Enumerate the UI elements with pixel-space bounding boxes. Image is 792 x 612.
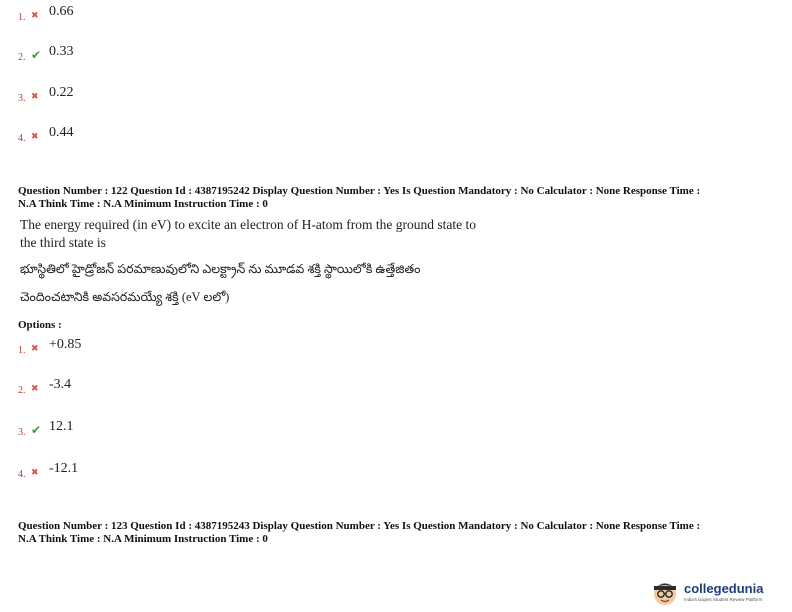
- option-value: +0.85: [49, 337, 82, 352]
- option-number: 4.: [18, 469, 26, 480]
- option-number: 1.: [18, 12, 26, 23]
- logo-tagline: India's largest Student Review Platform: [684, 597, 763, 602]
- check-mark-icon: ✔: [31, 48, 42, 62]
- question-meta-line: N.A Think Time : N.A Minimum Instruction Time : 0: [18, 533, 268, 545]
- option-number: 2.: [18, 385, 26, 396]
- option-value: 0.66: [49, 4, 74, 19]
- wrong-mark-icon: ✖: [31, 383, 39, 393]
- question-text-telugu: భూస్థితిలో హైడ్రోజన్ పరమాణువులోని ఎలక్ట్రాన్ ను మూడవ శక్తి స్థాయిలోకి ఉత్తేజితం: [20, 262, 421, 276]
- option-number: 1.: [18, 345, 26, 356]
- option-number: 4.: [18, 133, 26, 144]
- option-value: -12.1: [49, 461, 79, 476]
- question-meta-line: Question Number : 122 Question Id : 4387195242 Display Question Number : Yes Is Question Mandatory : No Calculator : None Response Time :: [18, 185, 701, 197]
- collegedunia-logo: [652, 578, 790, 608]
- question-meta-line: Question Number : 123 Question Id : 4387195243 Display Question Number : Yes Is Question Mandatory : No Calculator : None Response Time :: [18, 520, 701, 532]
- question-meta: [18, 520, 778, 546]
- mascot-face-icon: [652, 580, 678, 606]
- option-number: 3.: [18, 427, 26, 438]
- question-meta-line: N.A Think Time : N.A Minimum Instruction Time : 0: [18, 198, 268, 210]
- question-text-line: the third state is: [20, 235, 106, 250]
- option-number: 3.: [18, 93, 26, 104]
- wrong-mark-icon: ✖: [31, 91, 39, 101]
- option-value: 0.33: [49, 44, 74, 59]
- question-text-telugu: చెందించటానికి అవసరమయ్యే శక్తి (eV లలో): [20, 290, 230, 304]
- wrong-mark-icon: ✖: [31, 131, 39, 141]
- question-meta: [18, 185, 778, 211]
- options-label: Options :: [18, 319, 62, 331]
- logo-brand-text: collegeduniа: [684, 581, 764, 596]
- option-value: 12.1: [49, 419, 74, 434]
- option-value: 0.44: [49, 125, 74, 140]
- wrong-mark-icon: ✖: [31, 467, 39, 477]
- option-value: -3.4: [49, 377, 72, 392]
- option-value: 0.22: [49, 85, 74, 100]
- option-number: 2.: [18, 52, 26, 63]
- wrong-mark-icon: ✖: [31, 10, 39, 20]
- check-mark-icon: ✔: [31, 423, 42, 437]
- question-text: [20, 216, 560, 252]
- wrong-mark-icon: ✖: [31, 343, 39, 353]
- question-text-line: The energy required (in eV) to excite an electron of H-atom from the ground state to: [20, 217, 476, 232]
